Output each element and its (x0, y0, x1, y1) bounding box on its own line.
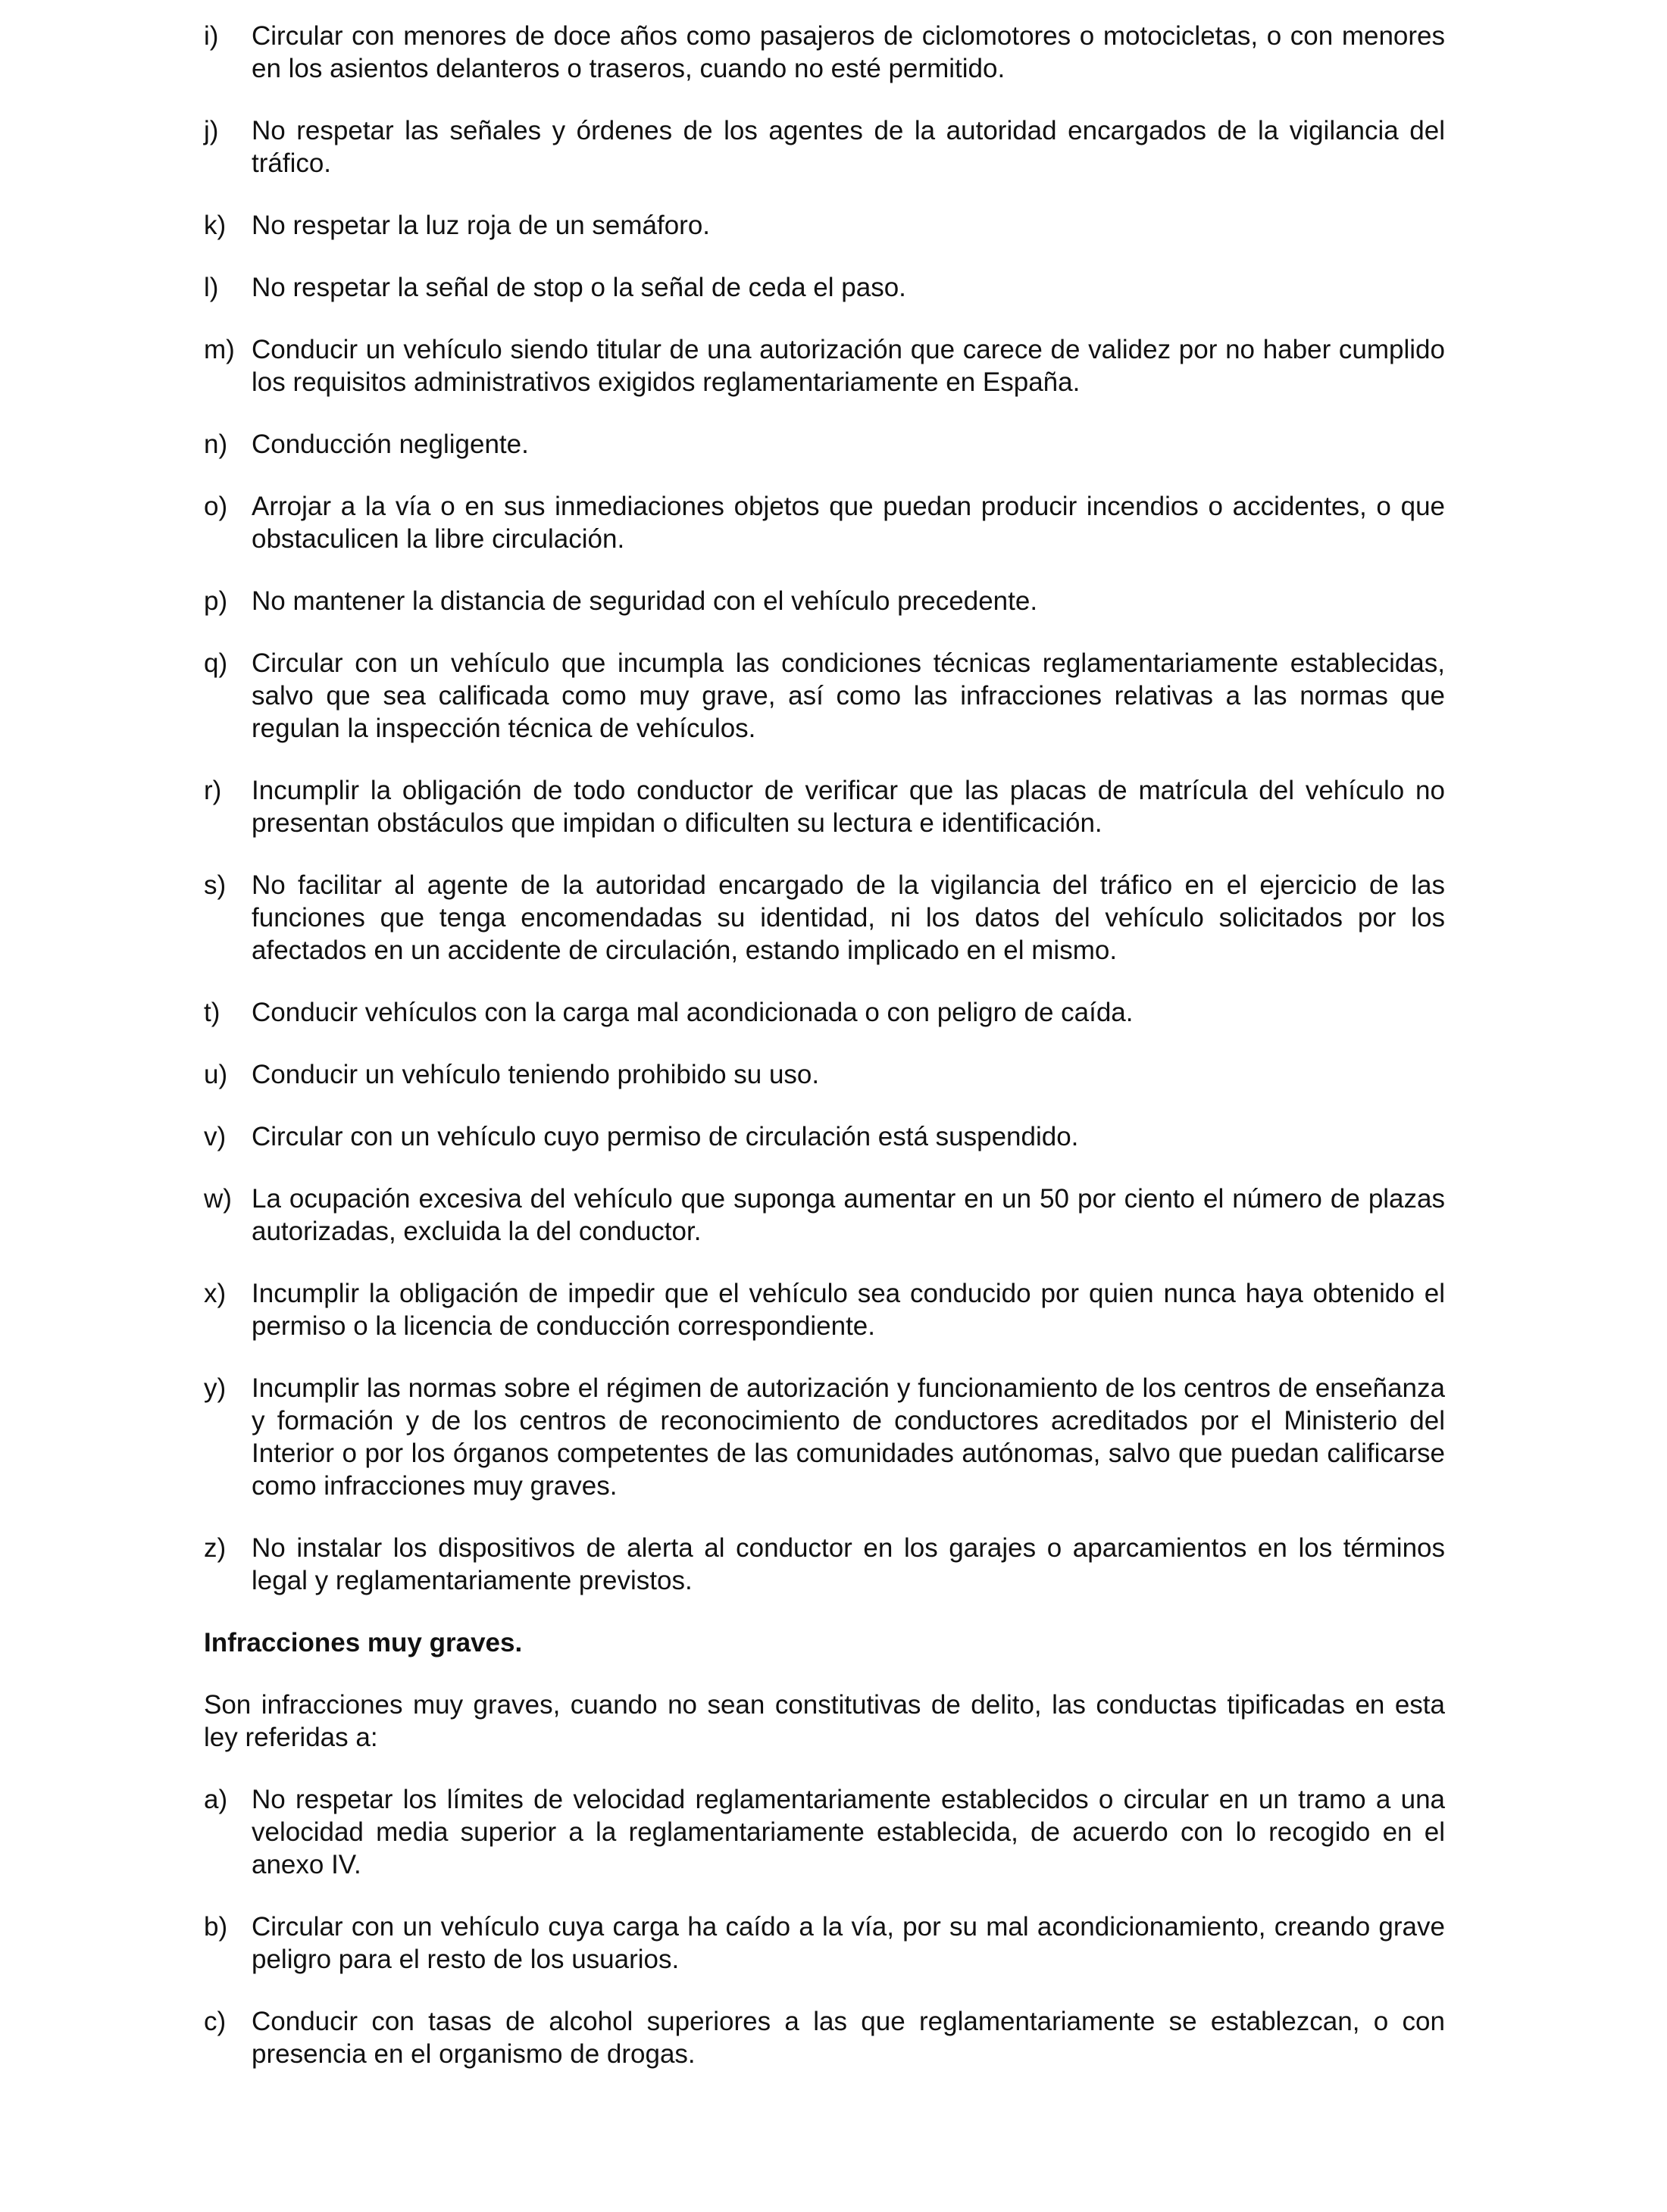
item-text: No instalar los dispositivos de alerta al conductor en los garajes o aparcamientos en los términos legal y reglamentariamente previstos. (252, 1533, 1445, 1595)
item-text: Circular con un vehículo cuyo permiso de circulación está suspendido. (252, 1122, 1079, 1151)
list-item (204, 209, 1445, 242)
item-text: Conducir con tasas de alcohol superiores a las que reglamentariamente se establezcan, o con presencia en el organismo de drogas. (252, 2007, 1445, 2069)
section-intro: Son infracciones muy graves, cuando no sean constitutivas de delito, las conductas tipificadas en esta ley referidas a: (204, 1690, 1445, 1752)
item-letter: y) (204, 1373, 227, 1403)
list-item (204, 647, 1445, 745)
item-letter: q) (204, 648, 228, 678)
list-item (204, 114, 1445, 180)
item-text: Arrojar a la vía o en sus inmediaciones objetos que puedan producir incendios o accidentes, o que obstaculicen la libre circulación. (252, 492, 1445, 554)
list-item (204, 869, 1445, 967)
list-item (204, 1372, 1445, 1502)
list-item (204, 774, 1445, 839)
item-text: No facilitar al agente de la autoridad encargado de la vigilancia del tráfico en el ejercicio de las funciones que tenga encomendadas su identidad, ni los datos del vehículo solicitados por los afectados en un accidente de circulación, estando implicado en el mismo. (252, 870, 1445, 965)
item-text: Conducir un vehículo teniendo prohibido su uso. (252, 1060, 820, 1089)
muy-graves-list (204, 1783, 1445, 2070)
list-item (204, 333, 1445, 398)
item-letter: o) (204, 492, 228, 521)
item-letter: c) (204, 2007, 227, 2036)
item-text: Circular con un vehículo cuya carga ha caído a la vía, por su mal acondicionamiento, creando grave peligro para el resto de los usuarios. (252, 1912, 1445, 1974)
item-letter: i) (204, 21, 219, 51)
item-text: No mantener la distancia de seguridad con el vehículo precedente. (252, 586, 1038, 616)
section-heading: Infracciones muy graves. (204, 1628, 523, 1657)
item-letter: s) (204, 870, 227, 900)
list-item (204, 20, 1445, 85)
graves-list (204, 20, 1445, 1597)
item-text: Conducción negligente. (252, 430, 529, 459)
item-letter: k) (204, 211, 227, 240)
list-item (204, 271, 1445, 304)
list-item (204, 1783, 1445, 1881)
list-item (204, 1120, 1445, 1153)
item-text: Conducir un vehículo siendo titular de una autorización que carece de validez por no haber cumplido los requisitos administrativos exigidos reglamentariamente en España. (252, 335, 1445, 397)
list-item (204, 1277, 1445, 1342)
item-letter: m) (204, 335, 235, 364)
item-letter: v) (204, 1122, 227, 1151)
list-item (204, 490, 1445, 555)
item-text: Incumplir las normas sobre el régimen de autorización y funcionamiento de los centros de enseñanza y formación y de los centros de reconocimiento de conductores acreditados por el Ministerio del Interior o por los órganos competentes de las comunidades autónomas, salvo que puedan calificarse como infracciones muy graves. (252, 1373, 1445, 1501)
item-text: Conducir vehículos con la carga mal acondicionada o con peligro de caída. (252, 998, 1134, 1027)
item-letter: p) (204, 586, 228, 616)
item-text: La ocupación excesiva del vehículo que suponga aumentar en un 50 por ciento el número de plazas autorizadas, excluida la del conductor. (252, 1184, 1445, 1246)
list-item (204, 2005, 1445, 2070)
list-item (204, 1911, 1445, 1976)
item-text: Circular con un vehículo que incumpla las condiciones técnicas reglamentariamente establecidas, salvo que sea calificada como muy grave, así como las infracciones relativas a las normas que regulan la inspección técnica de vehículos. (252, 648, 1445, 743)
item-text: Incumplir la obligación de impedir que el vehículo sea conducido por quien nunca haya obtenido el permiso o la licencia de conducción correspondiente. (252, 1279, 1445, 1341)
item-letter: w) (204, 1184, 232, 1214)
list-item (204, 585, 1445, 617)
item-letter: n) (204, 430, 228, 459)
item-text: Incumplir la obligación de todo conductor de verificar que las placas de matrícula del vehículo no presentan obstáculos que impidan o dificulten su lectura e identificación. (252, 776, 1445, 838)
list-item (204, 996, 1445, 1029)
item-letter: u) (204, 1060, 228, 1089)
list-item (204, 428, 1445, 461)
item-letter: b) (204, 1912, 228, 1942)
item-letter: z) (204, 1533, 227, 1563)
item-text: No respetar las señales y órdenes de los agentes de la autoridad encargados de la vigilancia del tráfico. (252, 116, 1445, 178)
item-text: Circular con menores de doce años como pasajeros de ciclomotores o motocicletas, o con menores en los asientos delanteros o traseros, cuando no esté permitido. (252, 21, 1445, 83)
item-text: No respetar la señal de stop o la señal de ceda el paso. (252, 273, 906, 302)
item-letter: r) (204, 776, 222, 805)
list-item (204, 1532, 1445, 1597)
item-letter: x) (204, 1279, 227, 1308)
list-item (204, 1058, 1445, 1091)
list-item (204, 1183, 1445, 1248)
item-letter: a) (204, 1785, 228, 1814)
document-content (204, 20, 1445, 2100)
item-text: No respetar los límites de velocidad reglamentariamente establecidos o circular en un tramo a una velocidad media superior a la reglamentariamente establecida, de acuerdo con lo recogido en el anexo IV. (252, 1785, 1445, 1879)
item-letter: l) (204, 273, 219, 302)
item-letter: t) (204, 998, 220, 1027)
item-letter: j) (204, 116, 219, 145)
item-text: No respetar la luz roja de un semáforo. (252, 211, 711, 240)
